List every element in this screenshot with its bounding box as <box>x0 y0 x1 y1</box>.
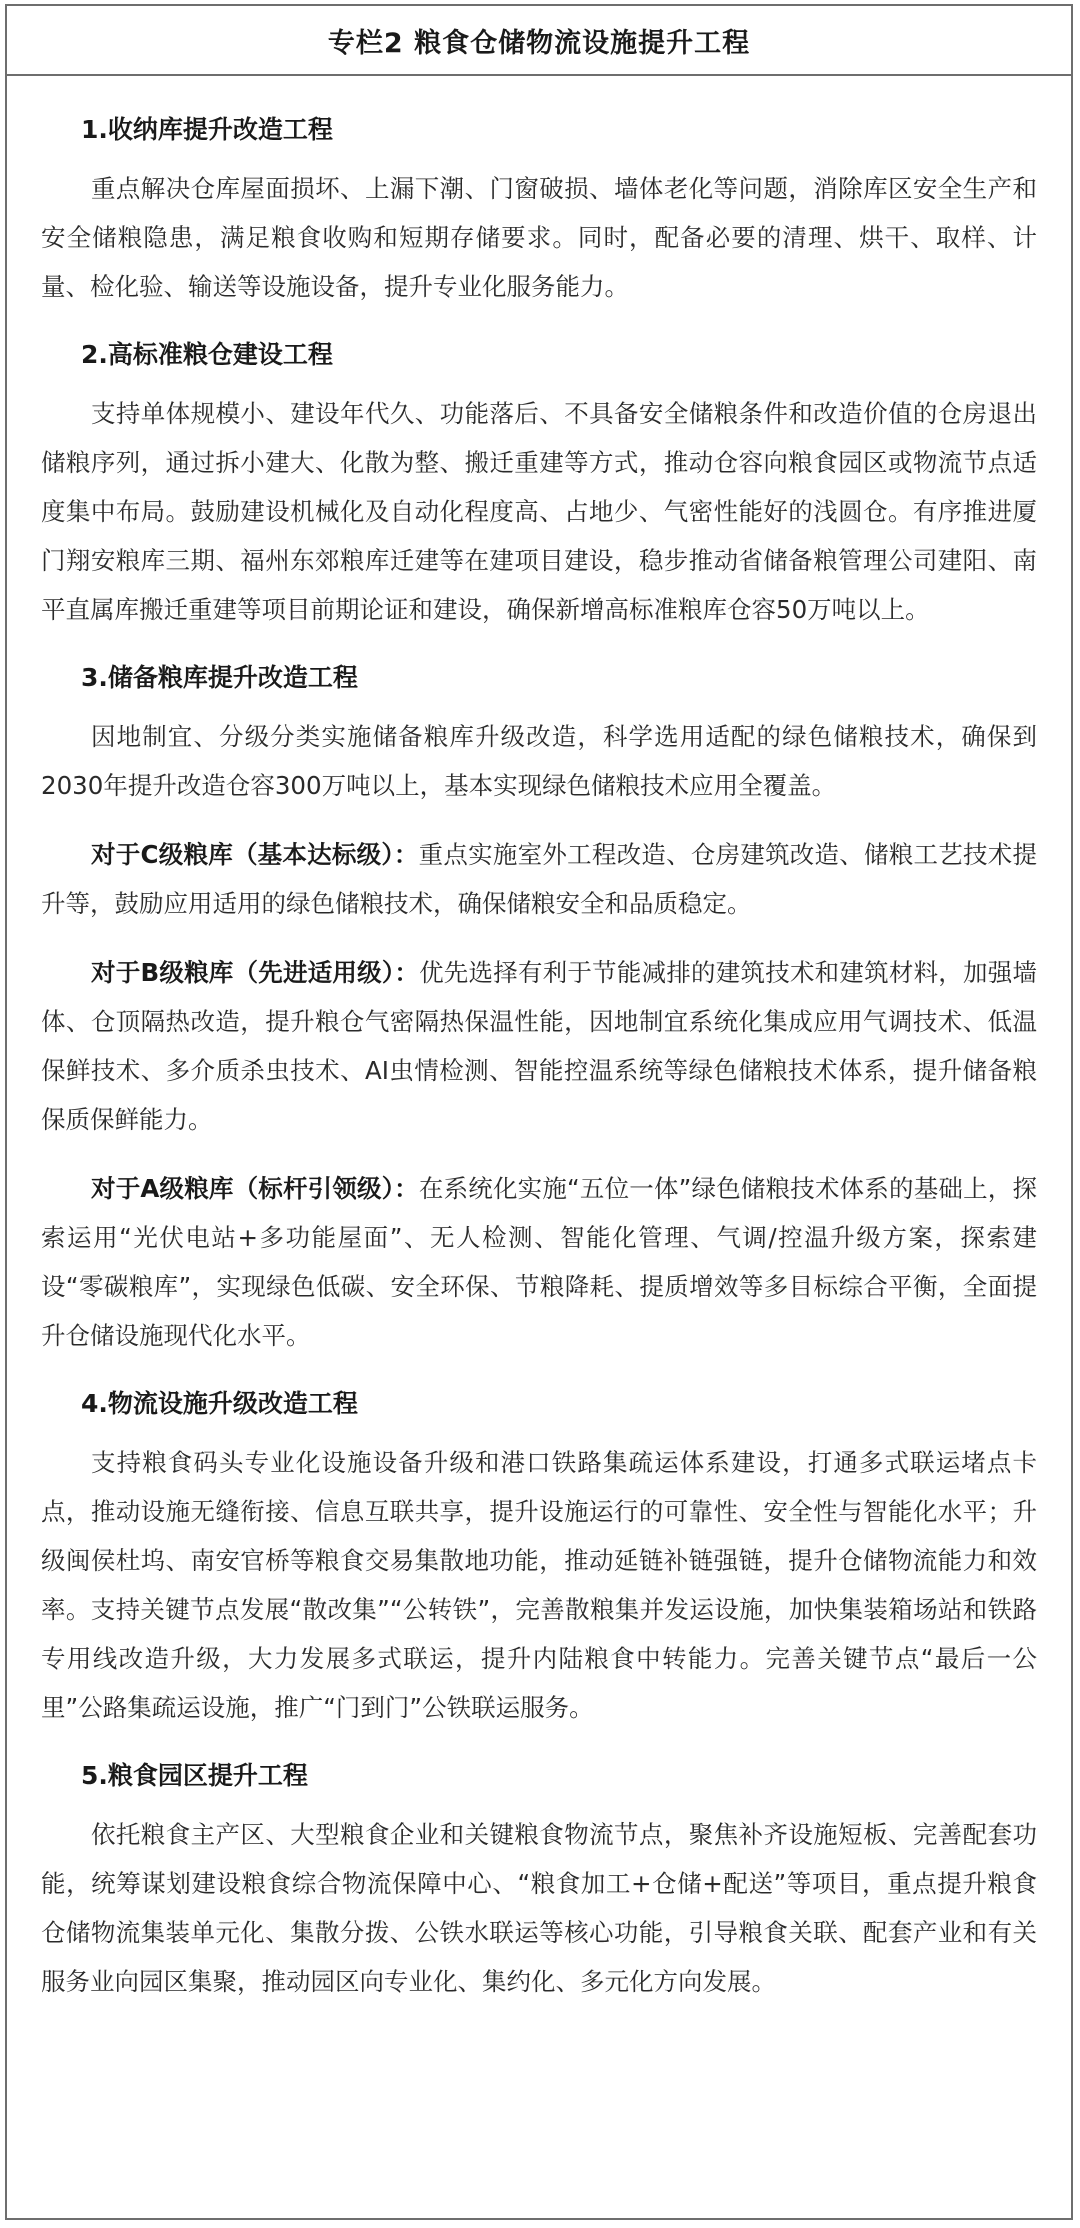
section-logistics-upgrade <box>41 1382 1037 1732</box>
feature-box <box>5 4 1073 2220</box>
section-heading: 5.粮食园区提升工程 <box>81 1761 308 1790</box>
section-heading: 2.高标准粮仓建设工程 <box>81 340 333 369</box>
section-paragraph: 依托粮食主产区、大型粮食企业和关键粮食物流节点，聚焦补齐设施短板、完善配套功能，统筹谋划建设粮食综合物流保障中心、“粮食加工+仓储+配送”等项目，重点提升粮食仓储物流集装单元化、集散分拨、公铁水联运等核心功能，引导粮食关联、配套产业和有关服务业向园区集聚，推动园区向专业化、集约化、多元化方向发展。 <box>41 1820 1037 1996</box>
section-paragraph: 支持粮食码头专业化设施设备升级和港口铁路集疏运体系建设，打通多式联运堵点卡点，推动设施无缝衔接、信息互联共享，提升设施运行的可靠性、安全性与智能化水平；升级闽侯杜坞、南安官桥等粮食交易集散地功能，推动延链补链强链，提升仓储物流能力和效率。支持关键节点发展“散改集”“公转铁”，完善散粮集并发运设施，加快集装箱场站和铁路专用线改造升级，大力发展多式联运，提升内陆粮食中转能力。完善关键节点“最后一公里”公路集疏运设施，推广“门到门”公铁联运服务。 <box>41 1448 1037 1722</box>
section-paragraph-grade-c: 对于C级粮库（基本达标级）：重点实施室外工程改造、仓房建筑改造、储粮工艺技术提升等，鼓励应用适用的绿色储粮技术，确保储粮安全和品质稳定。 <box>41 840 1038 918</box>
section-heading: 1.收纳库提升改造工程 <box>81 115 333 144</box>
section-paragraph: 重点解决仓库屋面损坏、上漏下潮、门窗破损、墙体老化等问题，消除库区安全生产和安全储粮隐患，满足粮食收购和短期存储要求。同时，配备必要的清理、烘干、取样、计量、检化验、输送等设施设备，提升专业化服务能力。 <box>41 174 1037 301</box>
section-storage-upgrade <box>41 108 1037 311</box>
section-paragraph-grade-b: 对于B级粮库（先进适用级）：优先选择有利于节能减排的建筑技术和建筑材料，加强墙体、仓顶隔热改造，提升粮仓气密隔热保温性能，因地制宜系统化集成应用气调技术、低温保鲜技术、多介质杀虫技术、AI虫情检测、智能控温系统等绿色储粮技术体系，提升储备粮保质保鲜能力。 <box>41 958 1037 1134</box>
section-paragraph: 支持单体规模小、建设年代久、功能落后、不具备安全储粮条件和改造价值的仓房退出储粮序列，通过拆小建大、化散为整、搬迁重建等方式，推动仓容向粮食园区或物流节点适度集中布局。鼓励建设机械化及自动化程度高、占地少、气密性能好的浅圆仓。有序推进厦门翔安粮库三期、福州东郊粮库迁建等在建项目建设，稳步推动省储备粮管理公司建阳、南平直属库搬迁重建等项目前期论证和建设，确保新增高标准粮库仓容50万吨以上。 <box>41 399 1037 624</box>
section-paragraph: 因地制宜、分级分类实施储备粮库升级改造，科学选用适配的绿色储粮技术，确保到2030年提升改造仓容300万吨以上，基本实现绿色储粮技术应用全覆盖。 <box>41 722 1037 800</box>
section-high-standard-granary <box>41 333 1037 634</box>
grade-c-lead: 对于C级粮库（基本达标级）： <box>91 840 419 869</box>
section-paragraph-grade-a: 对于A级粮库（标杆引领级）：在系统化实施“五位一体”绿色储粮技术体系的基础上，探索运用“光伏电站+多功能屋面”、无人检测、智能化管理、气调/控温升级方案，探索建设“零碳粮库”，实现绿色低碳、安全环保、节粮降耗、提质增效等多目标综合平衡，全面提升仓储设施现代化水平。 <box>41 1174 1037 1350</box>
section-heading: 3.储备粮库提升改造工程 <box>81 663 358 692</box>
section-heading: 4.物流设施升级改造工程 <box>81 1389 358 1418</box>
grade-a-lead: 对于A级粮库（标杆引领级）： <box>91 1174 419 1203</box>
box-title: 专栏2 粮食仓储物流设施提升工程 <box>7 6 1071 76</box>
box-content <box>7 76 1071 2006</box>
section-grain-park <box>41 1754 1037 2006</box>
grade-b-lead: 对于B级粮库（先进适用级）： <box>91 958 420 987</box>
section-reserve-depot-upgrade <box>41 656 1037 1360</box>
